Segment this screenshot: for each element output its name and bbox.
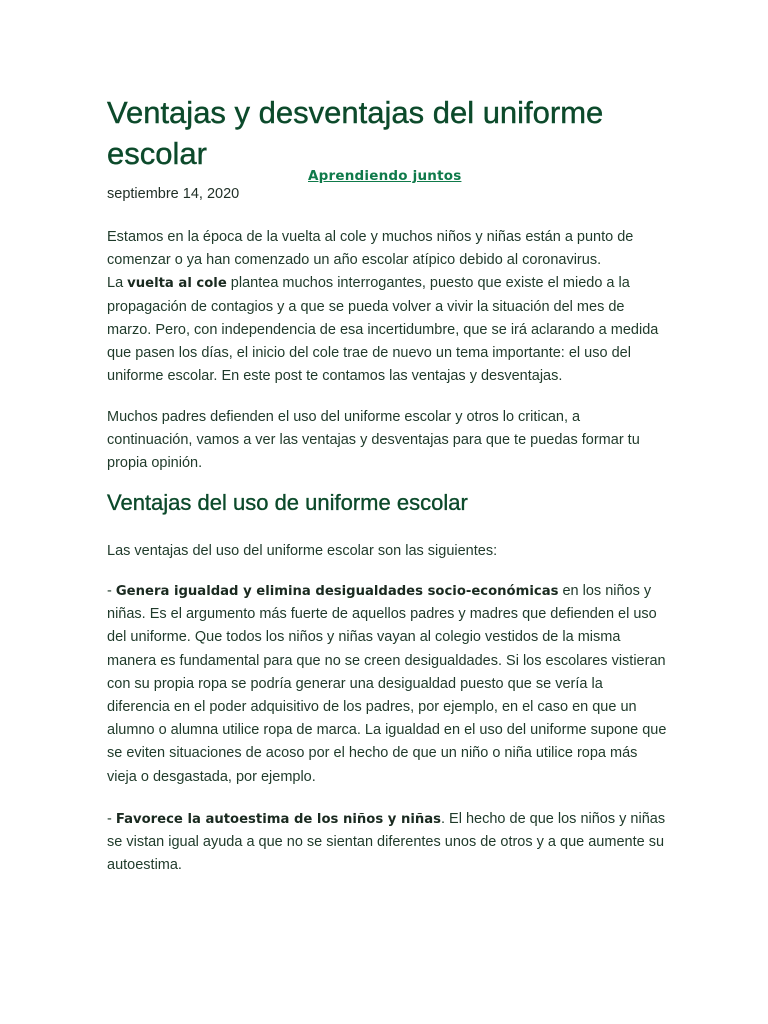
article-title: Ventajas y desventajas del uniforme escolar <box>107 95 604 171</box>
publish-date: septiembre 14, 2020 <box>107 186 240 202</box>
advantage-text: en los niños y niñas. Es el argumento más fuerte de aquellos padres y madres que defienden el uso del uniforme. Que todos los niños y niñas vayan al colegio vestidos de la misma manera es fundamental para que no se creen desigualdades. Si los escolares vistieran con su propia ropa se podría generar una desigualdad puesto que se vería la diferencia en el poder adquisitivo de los padres, por ejemplo, en el caso en que un alumno o alumna utilice ropa de marca. La igualdad en el uso del uniforme supone que se eviten situaciones de acoso por el hecho de que un niño o niña utilice ropa más vieja o desgastada, por ejemplo. <box>107 583 667 785</box>
category-link[interactable]: Aprendiendo juntos <box>308 168 462 184</box>
advantage-item <box>107 580 667 789</box>
intro-rest: plantea muchos interrogantes, puesto que existe el miedo a la propagación de contagios y a que se pueda volver a vivir la situación del mes de marzo. Pero, con independencia de esa incertidumbre, que se irá aclarando a medida que pasen los días, el inicio del cole trae de nuevo un tema importante: el uso del uniforme escolar. En este post te contamos las ventajas y desventajas. <box>107 275 659 385</box>
section-intro: Las ventajas del uso del uniforme escolar son las siguientes: <box>107 543 498 559</box>
intro-paragraph <box>107 226 667 388</box>
intro-bold-phrase: vuelta al cole <box>127 276 227 292</box>
advantage-text: . El hecho de que los niños y niñas se vistan igual ayuda a que no se sientan diferentes unos de otros y a que aumente su autoestima. <box>107 811 666 874</box>
advantage-item <box>107 808 667 878</box>
advantage-title: Genera igualdad y elimina desigualdades socio-económicas <box>115 584 559 599</box>
intro-sentence: Estamos en la época de la vuelta al cole y muchos niños y niñas están a punto de comenzar o ya han comenzado un año escolar atípico debido al coronavirus. <box>107 229 634 269</box>
list-dash: - <box>107 811 116 827</box>
opinion-paragraph: Muchos padres defienden el uso del uniforme escolar y otros lo critican, a continuación, vamos a ver las ventajas y desventajas para que te puedas formar tu propia opinión. <box>107 409 640 472</box>
advantage-title: Favorece la autoestima de los niños y niñas <box>115 812 441 827</box>
list-dash: - <box>107 583 116 599</box>
intro-prefix: La <box>107 275 128 292</box>
section-heading: Ventajas del uso de uniforme escolar <box>107 490 468 515</box>
